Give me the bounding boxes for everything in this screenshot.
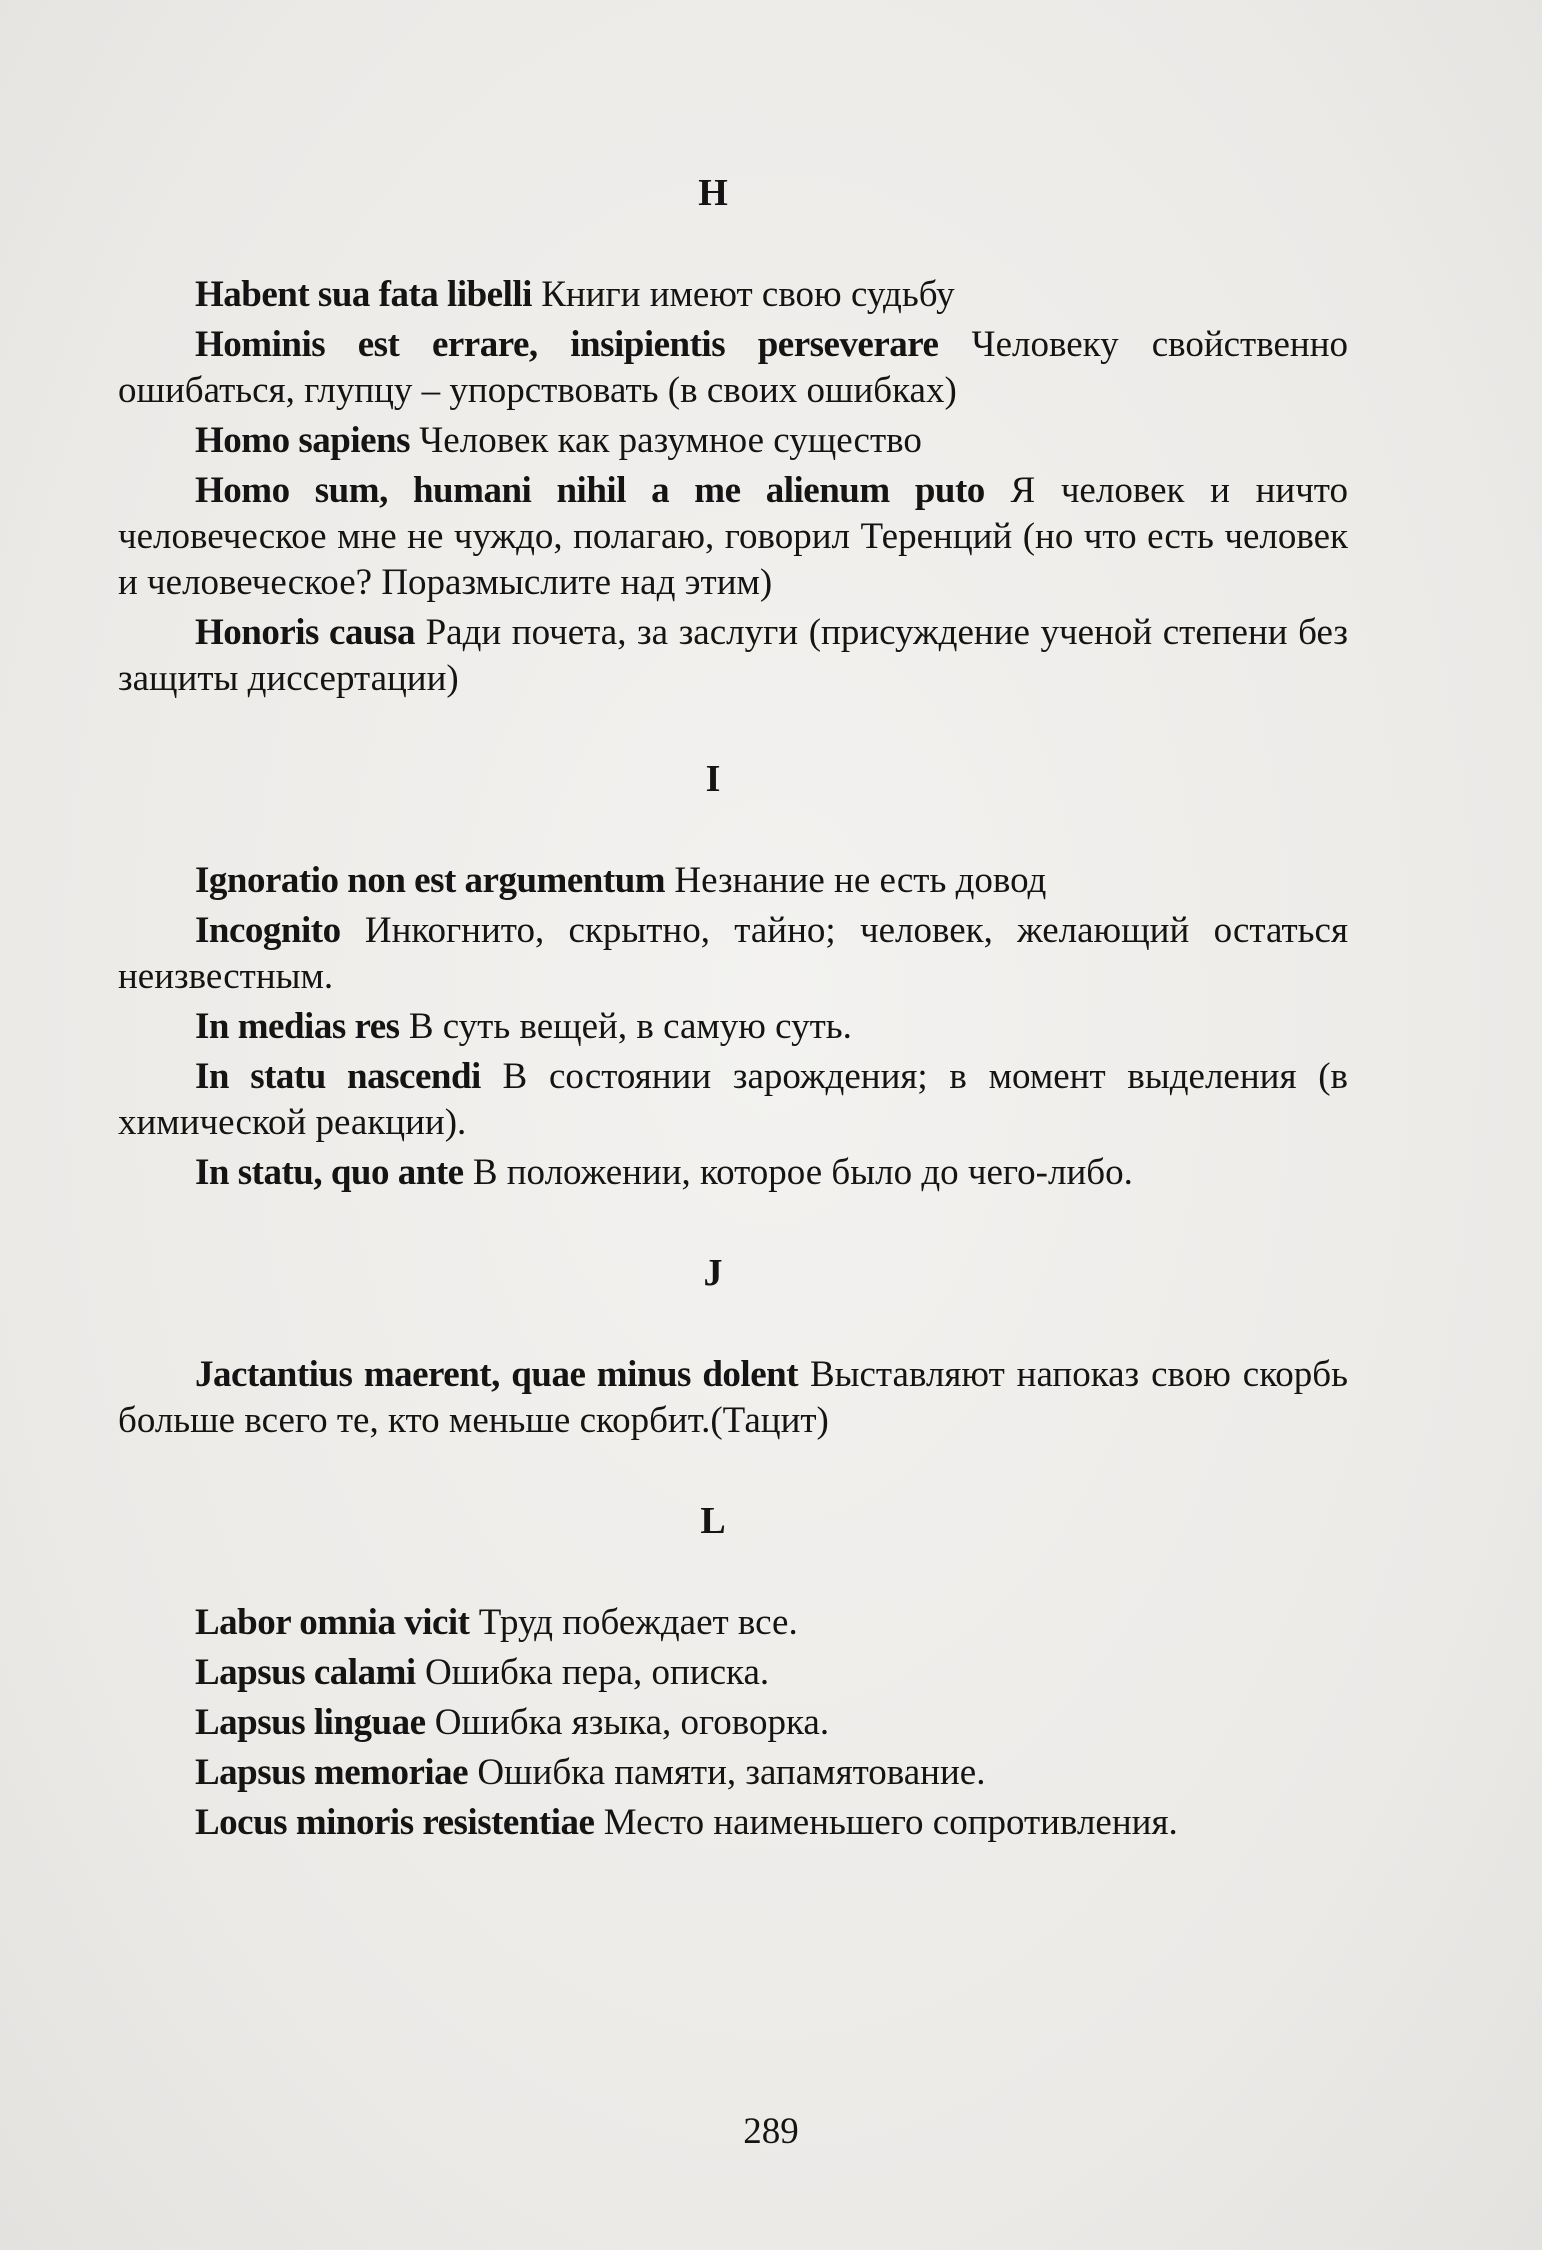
entry bbox=[118, 322, 1348, 414]
translation: В состоянии зарождения; в момент выделения (в химической реакции). bbox=[118, 1056, 1348, 1143]
latin-term: Hominis est errare, insipientis perseverare bbox=[195, 324, 939, 365]
latin-term: In statu, quo ante bbox=[195, 1152, 464, 1193]
latin-term: Honoris causa bbox=[195, 612, 415, 653]
latin-term: Ignoratio non est argumentum bbox=[195, 860, 666, 901]
translation: Место наименьшего сопротивления. bbox=[594, 1802, 1178, 1843]
entry bbox=[118, 1800, 1348, 1846]
latin-term: Locus minoris resistentiae bbox=[195, 1802, 595, 1843]
latin-term: Labor omnia vicit bbox=[195, 1602, 470, 1643]
translation: Выставляют напоказ свою скорбь больше всего те, кто меньше скорбит.(Тацит) bbox=[118, 1354, 1348, 1441]
latin-term: Incognito bbox=[195, 910, 341, 951]
entry bbox=[118, 468, 1348, 606]
dictionary-content bbox=[118, 150, 1348, 1850]
entry bbox=[118, 418, 1348, 464]
latin-term: Lapsus linguae bbox=[195, 1702, 426, 1743]
entry bbox=[118, 610, 1348, 702]
latin-term: Homo sum, humani nihil a me alienum puto bbox=[195, 470, 985, 511]
entry bbox=[118, 272, 1348, 318]
translation: В суть вещей, в самую суть. bbox=[399, 1006, 852, 1047]
latin-term: In statu nascendi bbox=[195, 1056, 481, 1097]
section-letter: J bbox=[703, 1252, 723, 1294]
translation: Я человек и ничто человеческое мне не чуждо, полагаю, говорил Теренций (но что есть человек и человеческое? Поразмыслите над этим) bbox=[118, 470, 1348, 603]
entry bbox=[118, 1750, 1348, 1796]
translation: Человек как разумное существо bbox=[410, 420, 922, 461]
translation: Человеку свойственно ошибаться, глупцу – упорствовать (в своих ошибках) bbox=[118, 324, 1349, 411]
section-letter: I bbox=[705, 758, 721, 800]
section-letter: H bbox=[698, 172, 728, 214]
entry bbox=[118, 908, 1348, 1000]
translation: Ошибка пера, описка. bbox=[415, 1652, 770, 1693]
section-i bbox=[118, 756, 1348, 1196]
translation: Труд побеждает все. bbox=[469, 1602, 798, 1643]
entry bbox=[118, 1600, 1348, 1646]
translation: Незнание не есть довод bbox=[665, 860, 1047, 901]
latin-term: In medias res bbox=[195, 1006, 400, 1047]
entry bbox=[118, 1150, 1348, 1196]
translation: Ошибка памяти, запамятование. bbox=[468, 1752, 986, 1793]
translation: Ошибка языка, оговорка. bbox=[425, 1702, 830, 1743]
translation: Ради почета, за заслуги (присуждение ученой степени без защиты диссертации) bbox=[118, 612, 1348, 699]
entry bbox=[118, 1650, 1348, 1696]
section-letter: L bbox=[700, 1500, 726, 1542]
latin-term: Lapsus calami bbox=[195, 1652, 416, 1693]
entry bbox=[118, 1004, 1348, 1050]
section-j bbox=[118, 1250, 1348, 1444]
translation: Инкогнито, скрытно, тайно; человек, желающий остаться неизвестным. bbox=[118, 910, 1348, 997]
latin-term: Lapsus memoriae bbox=[195, 1752, 469, 1793]
translation: В положении, которое было до чего-либо. bbox=[463, 1152, 1133, 1193]
entry bbox=[118, 1352, 1348, 1444]
translation: Книги имеют свою судьбу bbox=[531, 274, 955, 315]
entry bbox=[118, 1700, 1348, 1746]
section-l bbox=[118, 1498, 1348, 1846]
page-number: 289 bbox=[743, 2111, 799, 2152]
latin-term: Homo sapiens bbox=[195, 420, 411, 461]
entry bbox=[118, 858, 1348, 904]
latin-term: Habent sua fata libelli bbox=[195, 274, 532, 315]
entry bbox=[118, 1054, 1348, 1146]
section-h bbox=[118, 170, 1348, 702]
latin-term: Jactantius maerent, quae minus dolent bbox=[195, 1354, 799, 1395]
